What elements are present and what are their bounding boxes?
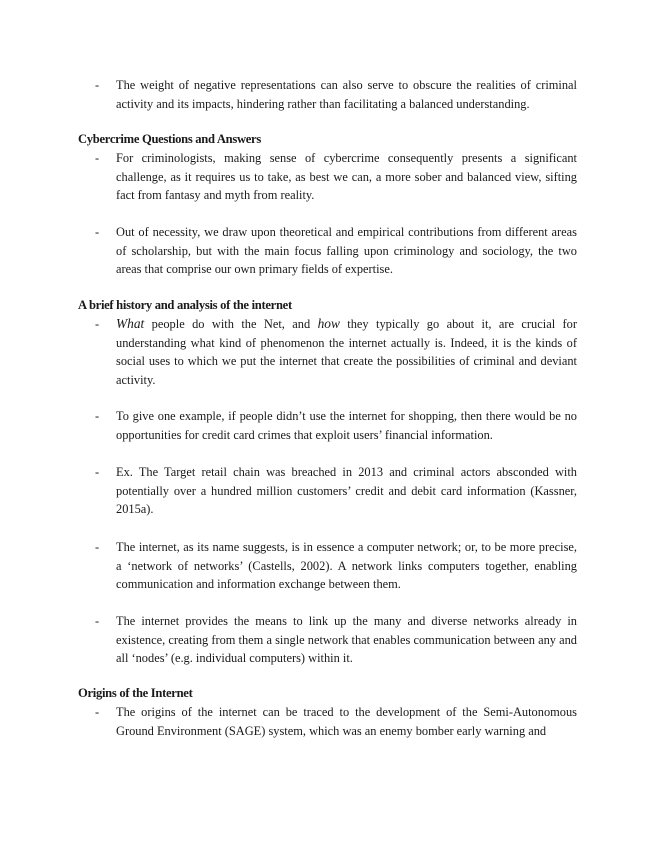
bullet-marker: -: [95, 225, 100, 239]
bullet-marker: -: [95, 151, 100, 165]
bullet-criminologists: [95, 149, 577, 205]
bullet-shopping-example: [95, 407, 577, 444]
heading-cybercrime-questions: Cybercrime Questions and Answers: [78, 132, 261, 146]
bullet-text: The internet, as its name suggests, is in essence a computer network; or, to be more precise, a ‘network of networks’ (Castells, 2002). A network links computers together, enabling communication and information exchange between them.: [116, 540, 577, 592]
bullet-text: To give one example, if people didn’t use the internet for shopping, then there would be no opportunities for credit card crimes that exploit users’ financial information.: [116, 409, 577, 442]
bullet-text: The internet provides the means to link up the many and diverse networks already in existence, creating from them a single network that enables communication between any and all ‘nodes’ (e.g. individual computers) within it.: [116, 614, 577, 666]
bullet-marker: -: [95, 409, 100, 423]
bullet-text: Out of necessity, we draw upon theoretical and empirical contributions from different areas of scholarship, but with the main focus falling upon criminology and sociology, the two areas that comprise our own primary fields of expertise.: [116, 225, 577, 277]
bullet-what-people-do: [95, 315, 577, 389]
bullet-marker: -: [95, 540, 100, 554]
bullet-out-of-necessity: [95, 223, 577, 279]
bullet-text: What people do with the Net, and how they typically go about it, are crucial for understanding what kind of phenomenon the internet actually is. Indeed, it is the kinds of social uses to which we put the internet that create the possibilities of criminal and deviant activity.: [116, 316, 577, 387]
bullet-link-networks: [95, 612, 577, 668]
heading-brief-history: A brief history and analysis of the internet: [78, 298, 292, 312]
bullet-text: The origins of the internet can be traced to the development of the Semi-Autonomous Ground Environment (SAGE) system, which was an enemy bomber early warning and: [116, 705, 577, 738]
bullet-marker: -: [95, 465, 100, 479]
bullet-marker: -: [95, 614, 100, 628]
bullet-sage-origins: [95, 703, 577, 740]
bullet-marker: -: [95, 78, 100, 92]
bullet-text: Ex. The Target retail chain was breached in 2013 and criminal actors absconded with potentially over a hundred million customers’ credit and debit card information (Kassner, 2015a).: [116, 465, 577, 517]
bullet-text: The weight of negative representations can also serve to obscure the realities of criminal activity and its impacts, hindering rather than facilitating a balanced understanding.: [116, 78, 577, 111]
heading-origins: Origins of the Internet: [78, 686, 193, 700]
bullet-marker: -: [95, 317, 100, 331]
bullet-text: For criminologists, making sense of cybercrime consequently presents a significant challenge, as it requires us to take, as best we can, a more sober and balanced view, sifting fact from fantasy and myth from reality.: [116, 151, 577, 203]
bullet-target-breach: [95, 463, 577, 519]
bullet-network-of-networks: [95, 538, 577, 594]
bullet-marker: -: [95, 705, 100, 719]
bullet-negative-representations: [95, 76, 577, 113]
